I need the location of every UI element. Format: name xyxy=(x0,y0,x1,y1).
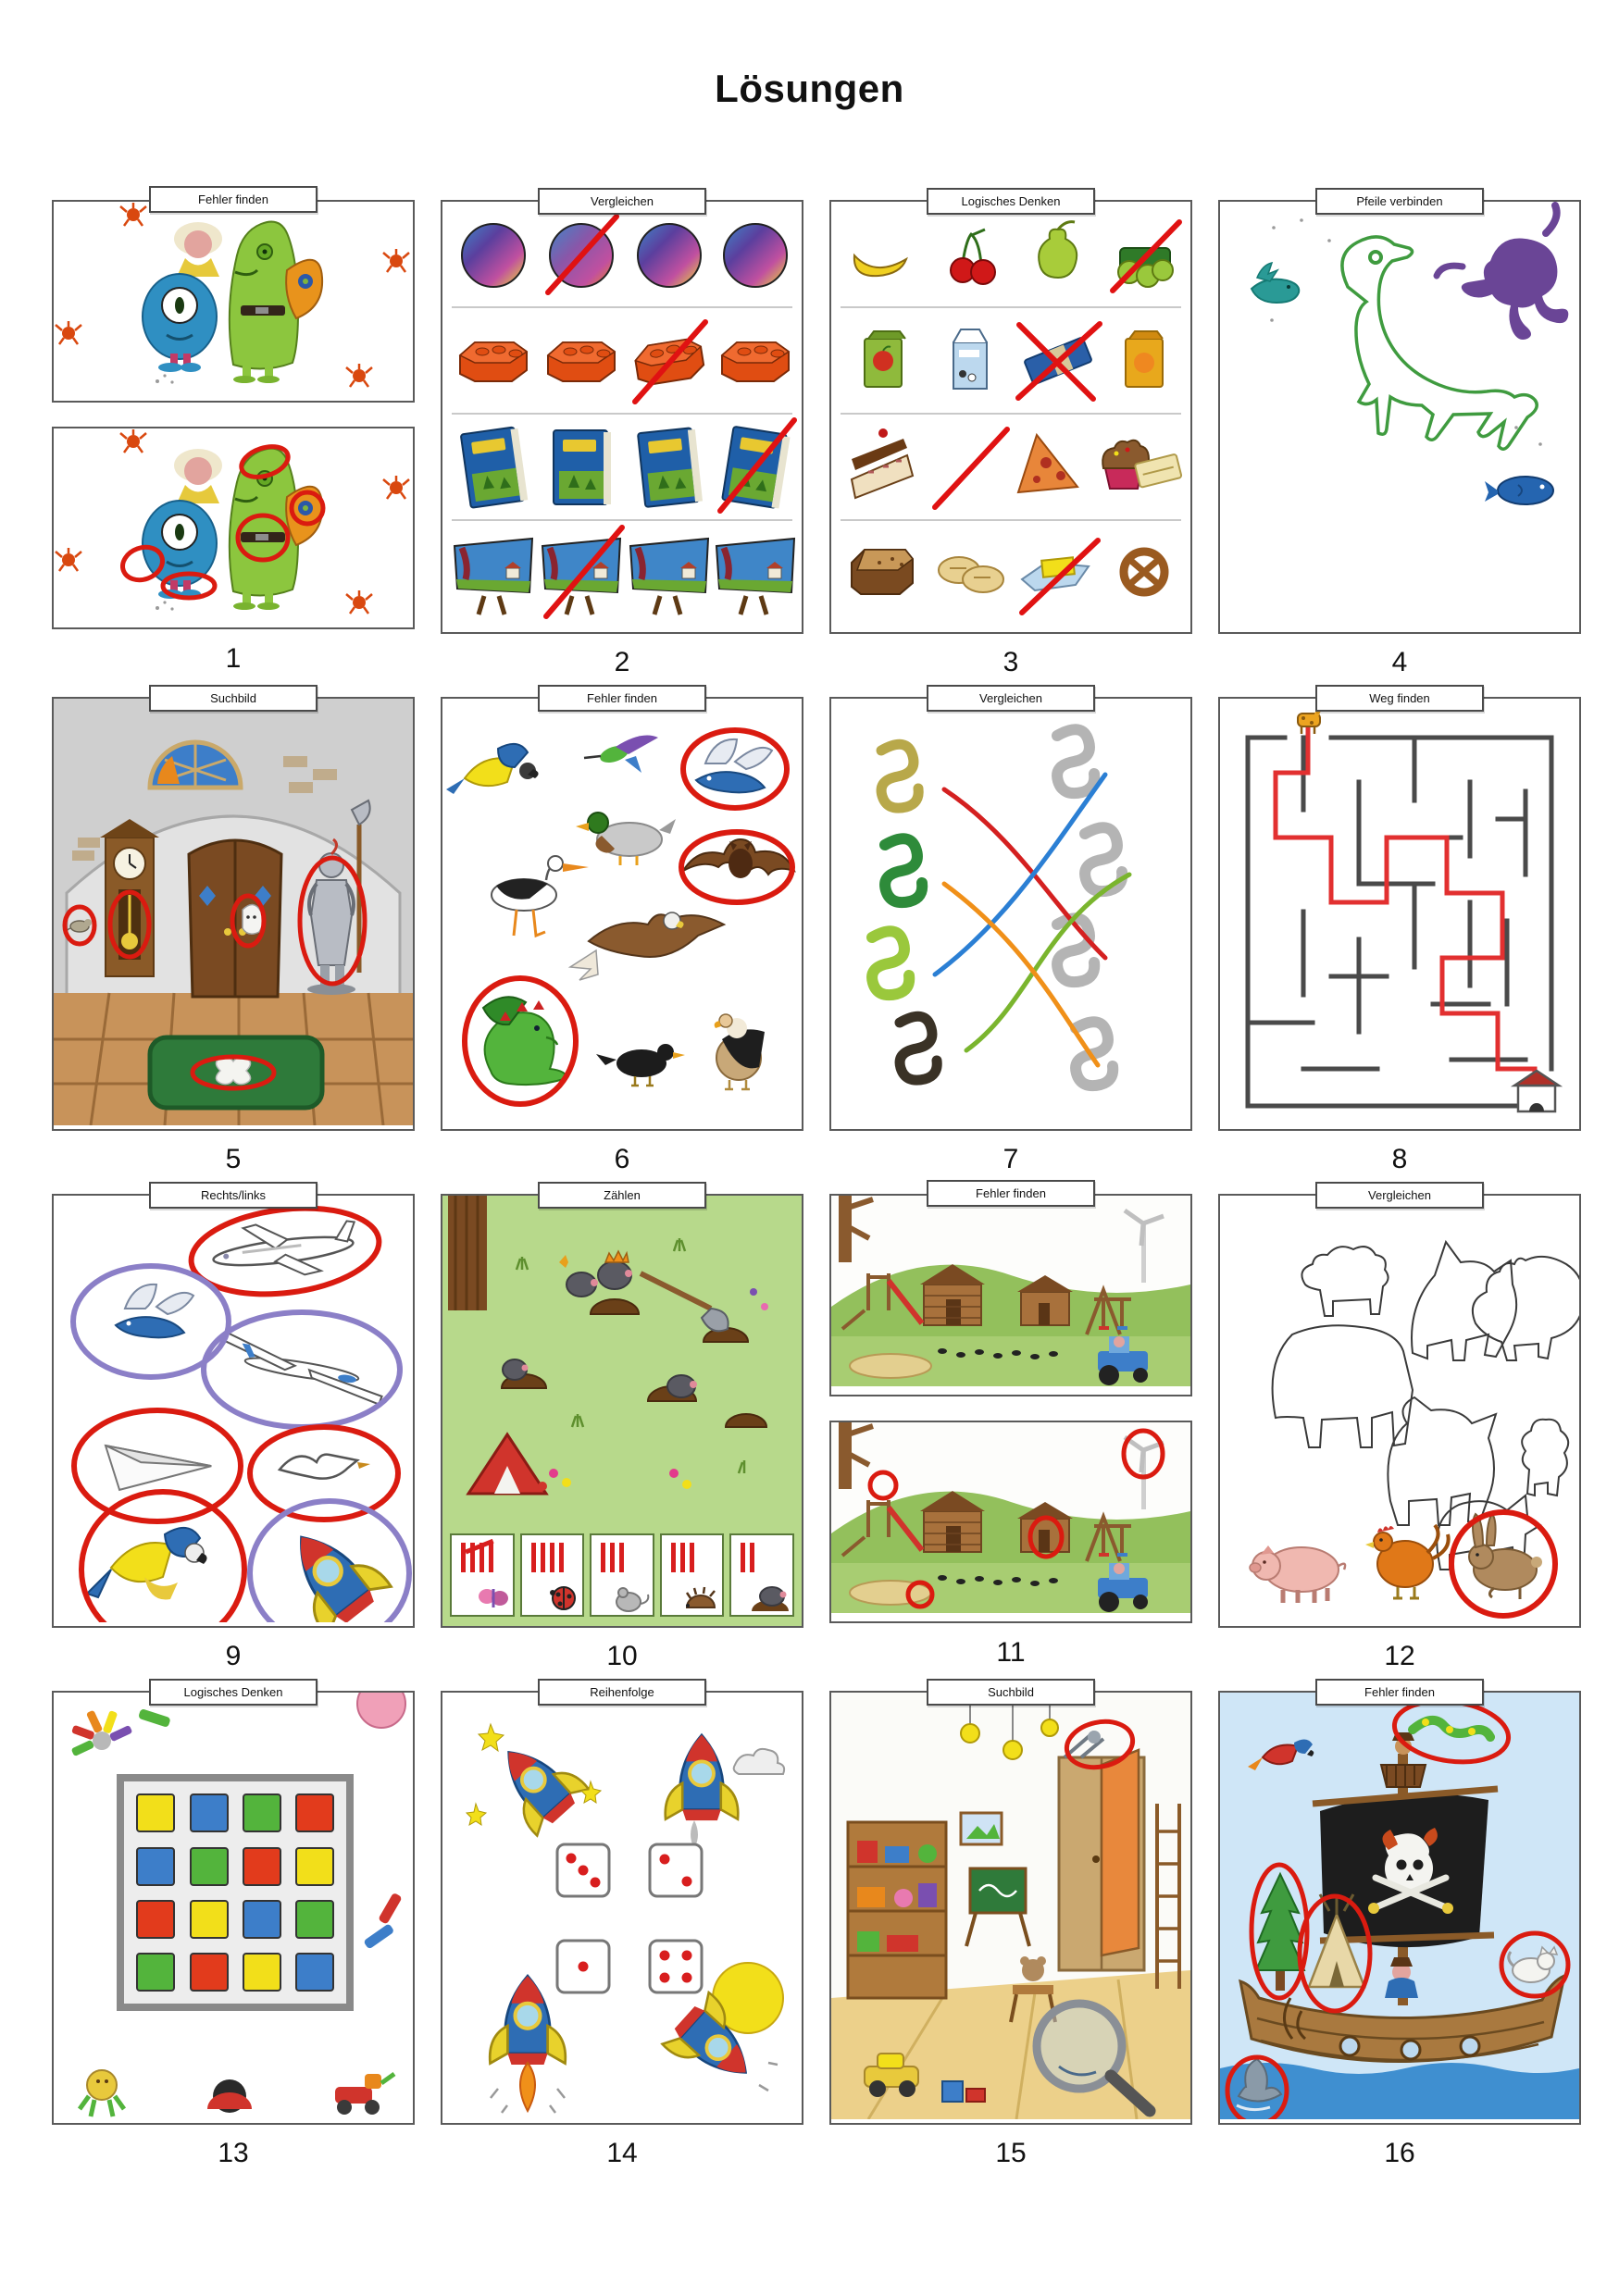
puzzle-type-tab: Logisches Denken xyxy=(927,188,1095,215)
puzzle-grid xyxy=(52,192,1619,2188)
spider-imp-icon xyxy=(346,590,372,614)
star-icon xyxy=(467,1804,486,1825)
puzzle-block-5 xyxy=(52,691,415,1177)
octopus-icon xyxy=(1437,205,1568,340)
mole-icon xyxy=(748,1582,791,1613)
puzzle-number: 14 xyxy=(606,2138,638,2168)
puzzle-block-13 xyxy=(52,1685,415,2171)
puzzle-block-14 xyxy=(441,1685,803,2171)
puzzle-type-tab: Fehler finden xyxy=(927,1180,1095,1207)
puzzle-type-tab: Pfeile verbinden xyxy=(1315,188,1484,215)
monster-trio-illustration xyxy=(143,222,322,384)
tally-marks xyxy=(592,1535,653,1572)
monster-trio-illustration xyxy=(143,449,322,611)
rocket-upright-cloud xyxy=(666,1735,784,1848)
pear-icon xyxy=(1039,222,1077,278)
rocket-launching-flames xyxy=(490,1976,566,2113)
butterfly-icon xyxy=(474,1583,511,1613)
red-crayon-icon xyxy=(378,1893,403,1925)
puzzle-number: 3 xyxy=(1003,647,1019,677)
toy-brick-icon xyxy=(722,342,789,381)
puzzle-cell-9 xyxy=(52,1188,415,1628)
tally-box-hedgehog xyxy=(660,1533,725,1617)
puzzle-block-8 xyxy=(1218,691,1581,1177)
puzzle-cell-16 xyxy=(1218,1685,1581,2125)
tally-box-mouse xyxy=(590,1533,654,1617)
painting-icon xyxy=(716,539,794,614)
puzzle-block-6 xyxy=(441,691,803,1177)
stork-icon xyxy=(492,856,589,936)
coloured-snakes xyxy=(872,744,937,1080)
dragon-icon xyxy=(483,997,567,1085)
hummingbird-icon xyxy=(584,736,658,773)
pig-icon xyxy=(1250,1545,1345,1603)
monster-scene-with-errors xyxy=(52,427,415,629)
maze-solution-path xyxy=(1276,717,1535,1102)
puzzle-cell-4 xyxy=(1218,194,1581,634)
hen-outline xyxy=(1473,1257,1579,1360)
grandfather-clock xyxy=(100,819,159,976)
cherries-icon xyxy=(951,230,995,284)
picture-book-icon xyxy=(461,427,529,508)
puzzle-number: 4 xyxy=(1391,647,1408,677)
puzzle-cell-15 xyxy=(829,1685,1192,2125)
tally-box-mole xyxy=(729,1533,794,1617)
foal-outline xyxy=(1388,1397,1496,1525)
playground-scene-with-errors xyxy=(829,1421,1192,1623)
hedgehog-icon xyxy=(679,1583,720,1613)
puzzle-type-tab: Suchbild xyxy=(149,685,318,712)
cow-outline xyxy=(1273,1325,1413,1447)
pretzel-icon xyxy=(1124,552,1164,592)
beach-ball-icon xyxy=(462,224,525,287)
hen-icon xyxy=(1365,1525,1449,1598)
puzzle-block-11 xyxy=(829,1186,1192,1674)
puzzle-number: 6 xyxy=(614,1144,630,1174)
die-face-4 xyxy=(650,1941,702,1992)
puzzle-number: 13 xyxy=(218,2138,249,2168)
puzzle-type-tab: Weg finden xyxy=(1315,685,1484,712)
tally-box-ladybird xyxy=(520,1533,585,1617)
puzzle-block-12 xyxy=(1218,1188,1581,1674)
pizza-slice-icon xyxy=(1018,435,1077,492)
puzzle-cell-13 xyxy=(52,1685,415,2125)
painting-icon xyxy=(630,539,708,614)
puzzle-cell-7 xyxy=(829,691,1192,1131)
plesiosaur-eye xyxy=(1370,252,1381,263)
duckling-outline xyxy=(1522,1420,1568,1496)
ladybird-ic on xyxy=(543,1583,580,1613)
drinks-row xyxy=(865,329,1163,389)
puzzle-type-tab: Fehler finden xyxy=(149,186,318,213)
star-icon xyxy=(479,1724,504,1751)
seagull-icon xyxy=(280,1455,370,1479)
puzzle-number: 5 xyxy=(225,1144,242,1174)
puzzle-type-tab: Logisches Denken xyxy=(149,1679,318,1706)
monster-scene-original xyxy=(52,200,415,403)
whale-icon xyxy=(1252,263,1299,303)
spider-imp-icon xyxy=(56,321,81,344)
toy-shelf xyxy=(848,1822,946,1998)
cake-slice-icon xyxy=(852,428,913,498)
toy-brick-icon xyxy=(460,342,527,381)
painting-row xyxy=(455,539,794,614)
blackbird-icon xyxy=(596,1044,685,1086)
puzzle-number: 16 xyxy=(1384,2138,1415,2168)
beach-ball-icon xyxy=(724,224,787,287)
mouse-icon xyxy=(610,1583,651,1613)
mallard-duck-icon xyxy=(576,813,676,865)
rocket-tilted-stars xyxy=(467,1724,601,1837)
puzzle-cell-12 xyxy=(1218,1188,1581,1628)
beach-ball-icon xyxy=(638,224,701,287)
light-green-snake-icon xyxy=(872,931,909,995)
pink-ball-icon xyxy=(357,1693,405,1728)
spider-imp-icon xyxy=(346,364,372,387)
glider-icon xyxy=(218,1333,388,1405)
puzzle-cell-1 xyxy=(52,192,415,630)
milk-carton-icon xyxy=(953,329,987,389)
puzzle-type-tab: Vergleichen xyxy=(538,188,706,215)
flame-icon xyxy=(520,2063,535,2111)
book-row xyxy=(461,427,791,509)
puzzle-cell-10 xyxy=(441,1188,803,1628)
tally-marks xyxy=(452,1535,513,1572)
orange-juice-icon xyxy=(1126,331,1163,387)
puzzle-block-7 xyxy=(829,691,1192,1177)
painting-icon xyxy=(455,539,532,614)
blue-crayon-icon xyxy=(363,1923,394,1950)
snake-silhouette-icon xyxy=(1057,729,1094,793)
meadow-scene xyxy=(442,1196,802,1626)
child-icon xyxy=(207,2079,252,2113)
flying-fish-icon xyxy=(116,1285,193,1337)
puzzle-cell-11 xyxy=(829,1186,1192,1624)
tally-box-butterfly xyxy=(450,1533,515,1617)
green-rug xyxy=(150,1037,322,1108)
puzzle-type-tab: Reihenfolge xyxy=(538,1679,706,1706)
puzzle-number: 2 xyxy=(614,647,630,677)
green-snake-icon xyxy=(885,838,922,902)
spider-imp-icon xyxy=(120,429,146,453)
puzzle-type-tab: Zählen xyxy=(538,1182,706,1209)
puzzle-cell-14 xyxy=(441,1685,803,2125)
die-face-3 xyxy=(557,1844,609,1896)
puzzle-type-tab: Rechts/links xyxy=(149,1182,318,1209)
picture-book-icon xyxy=(554,430,611,504)
spider-imp-icon xyxy=(120,203,146,226)
banded-snake-icon xyxy=(881,744,918,808)
puzzle-cell-8 xyxy=(1218,691,1581,1131)
bread-rolls-icon xyxy=(939,557,1003,592)
puzzle-type-tab: Suchbild xyxy=(927,1679,1095,1706)
playground-illustration xyxy=(831,1422,1190,1613)
puzzle-number: 15 xyxy=(995,2138,1027,2168)
bone-icon xyxy=(216,1058,250,1085)
bread-loaf-icon xyxy=(852,550,913,594)
picture-frame xyxy=(961,1813,1002,1844)
cat-outline xyxy=(1412,1242,1516,1360)
spider-imp-icon xyxy=(56,548,81,571)
puzzle-block-3 xyxy=(829,194,1192,680)
puzzle-number: 12 xyxy=(1384,1641,1415,1671)
puzzle-type-tab: Fehler finden xyxy=(538,685,706,712)
tally-marks xyxy=(522,1535,583,1572)
puzzle-cell-3 xyxy=(829,194,1192,634)
snake-silhouette-icon xyxy=(1076,1022,1113,1086)
page-title: Lösungen xyxy=(715,67,904,110)
puzzle-cell-6 xyxy=(441,691,803,1131)
dog-house-icon xyxy=(1514,1071,1559,1111)
bakery-row xyxy=(852,550,1164,594)
eagle-icon xyxy=(570,912,724,980)
puzzle-number: 10 xyxy=(606,1641,638,1671)
puzzle-type-tab: Fehler finden xyxy=(1315,1679,1484,1706)
die-face-1 xyxy=(557,1941,609,1992)
crayon-fan-icon xyxy=(71,1710,133,1756)
puzzle-number: 1 xyxy=(225,643,242,674)
die-face-2 xyxy=(650,1844,702,1896)
puzzle-number: 8 xyxy=(1391,1144,1408,1174)
spider-imp-icon xyxy=(383,249,409,272)
playground-illustration xyxy=(831,1196,1190,1386)
puzzle-block-15 xyxy=(829,1685,1192,2171)
fish-icon xyxy=(1485,477,1553,504)
brick-row xyxy=(460,338,789,387)
toy-brick-icon xyxy=(548,342,615,381)
vulture-icon xyxy=(715,1014,765,1089)
puzzle-cell-5 xyxy=(52,691,415,1131)
tally-marks xyxy=(731,1535,792,1572)
puzzle-block-10 xyxy=(441,1188,803,1674)
sweets-row xyxy=(852,428,1182,498)
cloud-icon xyxy=(734,1749,784,1774)
banana-icon xyxy=(854,255,906,276)
green-crayon-icon xyxy=(138,1708,171,1728)
parrot-icon xyxy=(87,1528,207,1600)
toy-tractor-icon xyxy=(335,2074,394,2115)
macaw-icon xyxy=(446,744,539,794)
picture-book-icon xyxy=(638,428,703,507)
silhouette-snakes xyxy=(1057,729,1122,1086)
flying-fish-icon xyxy=(696,739,772,792)
puzzle-number: 7 xyxy=(1003,1144,1019,1174)
rabbit-icon xyxy=(1469,1514,1542,1599)
ball-row xyxy=(462,224,787,287)
puzzle-block-16 xyxy=(1218,1685,1581,2171)
puzzle-block-1 xyxy=(52,192,415,680)
patterned-snake-icon xyxy=(900,1016,937,1080)
maze-walls xyxy=(1248,738,1551,1106)
puzzle-block-2 xyxy=(441,194,803,680)
doll-icon xyxy=(80,2070,124,2116)
puzzle-number: 9 xyxy=(225,1641,242,1671)
puzzle-number: 11 xyxy=(996,1637,1026,1668)
ladder xyxy=(1157,1804,1179,1989)
puzzle-type-tab: Vergleichen xyxy=(927,685,1095,712)
castle-door xyxy=(189,840,281,997)
apple-juice-icon xyxy=(865,331,905,387)
sheep-outline xyxy=(1301,1247,1388,1316)
dice-row xyxy=(557,1844,702,1992)
tally-band xyxy=(450,1533,794,1617)
puzzle-cell-2 xyxy=(441,194,803,634)
spider-imp-icon xyxy=(383,476,409,499)
playground-scene-original xyxy=(829,1194,1192,1396)
tally-marks xyxy=(662,1535,723,1572)
puzzle-type-tab: Vergleichen xyxy=(1315,1182,1484,1209)
puzzle-block-9 xyxy=(52,1188,415,1674)
puzzle-block-4 xyxy=(1218,194,1581,680)
